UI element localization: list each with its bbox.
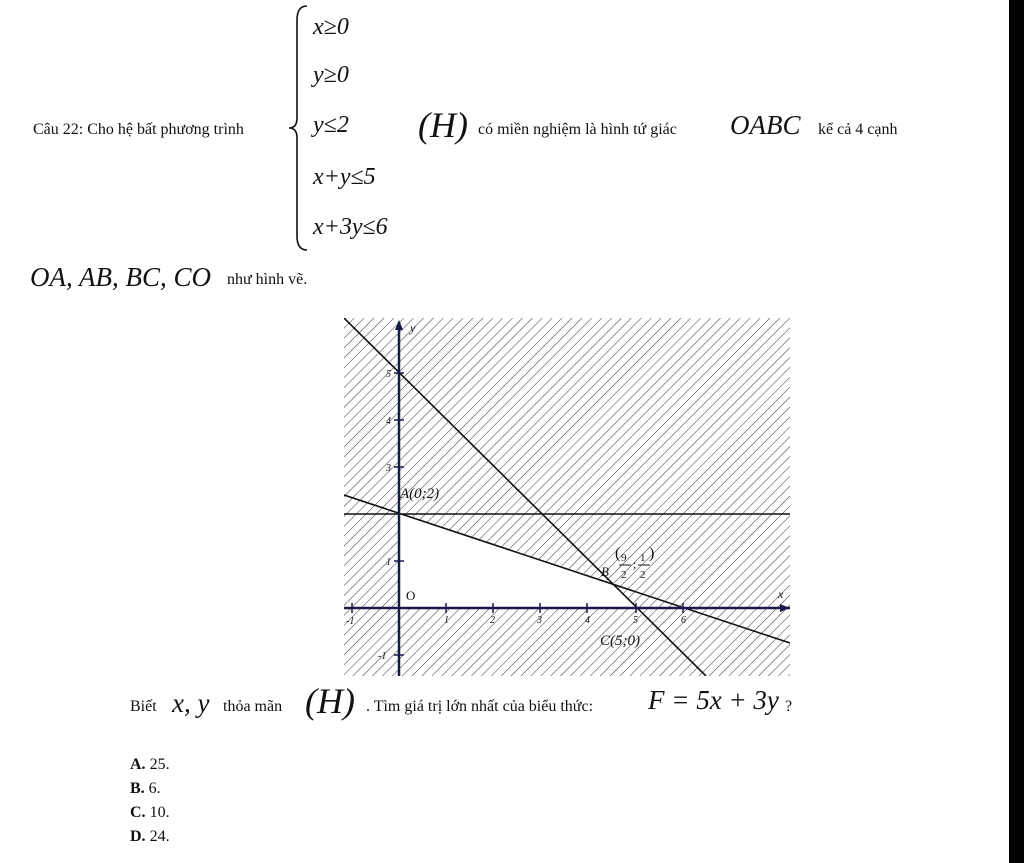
feasible-region-graph	[344, 318, 790, 676]
x-tick-label: 5	[633, 615, 638, 626]
point-b-x-denominator: 2	[621, 569, 627, 581]
option-a[interactable]: A. 25.	[130, 756, 170, 773]
y-tick-label: -1	[378, 651, 387, 662]
point-c-label: C(5;0)	[600, 633, 640, 649]
inequality-3: y≤2	[313, 112, 349, 138]
question-suffix-2: kể cả 4 cạnh	[818, 121, 898, 138]
system-brace	[287, 0, 311, 256]
x-tick-label: 6	[681, 615, 686, 626]
point-b-separator: ;	[633, 557, 637, 571]
point-b-x-numerator: 9	[621, 552, 627, 564]
prompt-part-1: Biết	[130, 698, 157, 715]
option-c[interactable]: C. 10.	[130, 804, 170, 821]
y-axis-label: y	[410, 321, 416, 335]
y-tick-label: 4	[386, 416, 391, 427]
point-a-label: A(0;2)	[400, 486, 440, 502]
segments-tail: như hình vẽ.	[227, 271, 308, 288]
polygon-name: OABC	[730, 110, 801, 140]
prompt-part-4: ?	[785, 698, 793, 715]
question-suffix-1: có miền nghiệm là hình tứ giác	[478, 121, 677, 138]
x-tick-label: 4	[585, 615, 590, 626]
x-tick-label: 3	[537, 615, 542, 626]
point-b-bracket: )	[649, 545, 655, 562]
y-tick-label: 3	[386, 463, 391, 474]
point-b-y-numerator: 1	[640, 552, 646, 564]
point-b-y-denominator: 2	[640, 569, 646, 581]
option-d[interactable]: D. 24.	[130, 828, 170, 845]
x-tick-label: 2	[490, 615, 495, 626]
y-tick-label: 5	[386, 369, 391, 380]
x-axis-label: x	[778, 587, 784, 601]
x-tick-label: 1	[444, 615, 449, 626]
prompt-system-name: (H)	[305, 681, 355, 721]
segments-list: OA, AB, BC, CO	[30, 262, 211, 292]
prompt-part-3: . Tìm giá trị lớn nhất của biểu thức:	[366, 698, 594, 715]
prompt-vars: x, y	[172, 688, 210, 718]
inequality-4: x+y≤5	[313, 164, 376, 190]
x-tick-label: -1	[346, 616, 355, 627]
option-b[interactable]: B. 6.	[130, 780, 161, 797]
inequality-2: y≥0	[313, 62, 349, 88]
origin-label: O	[406, 588, 416, 603]
prompt-expression: F = 5x + 3y	[648, 685, 779, 715]
point-b-bracket: (	[615, 545, 621, 562]
inequality-1: x≥0	[313, 14, 349, 40]
inequality-5: x+3y≤6	[313, 214, 388, 240]
prompt-part-2: thỏa mãn	[223, 698, 283, 715]
y-tick-label: 1	[386, 557, 391, 568]
point-b-letter: B	[601, 564, 609, 579]
question-prefix: Câu 22: Cho hệ bất phương trình	[33, 121, 244, 138]
system-name: (H)	[418, 105, 468, 145]
